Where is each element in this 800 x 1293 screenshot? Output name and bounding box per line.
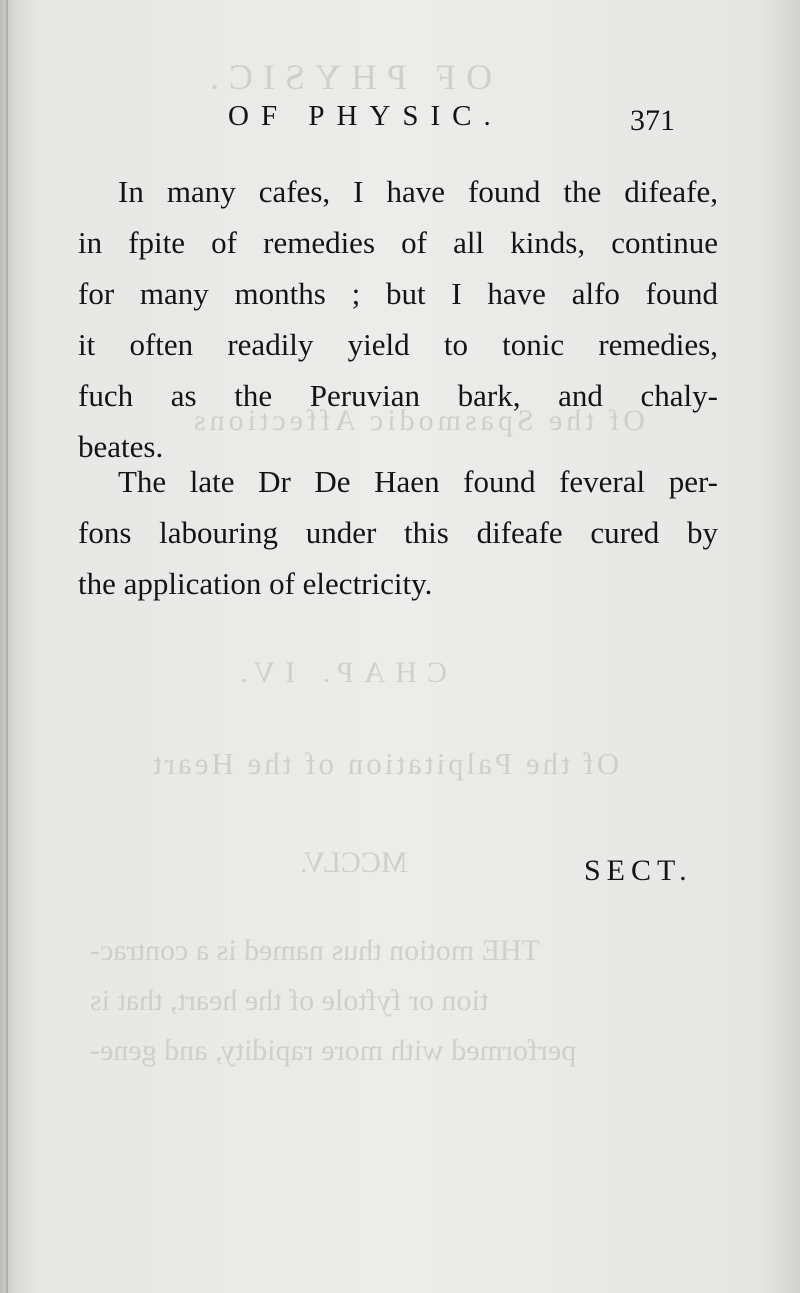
show-through-text: Of the Palpitation of the Heart [150,746,620,781]
show-through-text: OF PHYSIC. [200,57,493,97]
show-through-text: CHAP. IV. [230,656,447,689]
running-head-title: OF PHYSIC. [228,100,503,132]
show-through-text: performed with more rapidity, and gene- [90,1034,577,1067]
page-gutter-shadow [6,0,8,1293]
show-through-text: THE motion thus named is a contrac- [90,934,540,967]
page-number: 371 [630,104,675,137]
text-line: in fpite of remedies of all kinds, continue [78,225,718,260]
text-line: beates. [78,429,164,464]
text-line: In many cafes, I have found the difeafe, [118,174,718,209]
text-line: fuch as the Peruvian bark, and chaly- [78,378,718,413]
text-line: for many months ; but I have alfo found [78,276,718,311]
text-line: The late Dr De Haen found feveral per- [118,464,718,499]
show-through-text: Of the Spasmodic Affections [190,404,645,437]
paragraph-2 [78,456,718,609]
catchword: SECT. [584,854,693,887]
paragraph-1 [78,166,718,472]
text-line: fons labouring under this difeafe cured by [78,515,718,550]
text-line: the application of electricity. [78,566,433,601]
show-through-text: MCCLV. [300,846,408,879]
show-through-text: tion or fyftole of the heart, that is [90,984,489,1017]
text-line: it often readily yield to tonic remedies, [78,327,718,362]
